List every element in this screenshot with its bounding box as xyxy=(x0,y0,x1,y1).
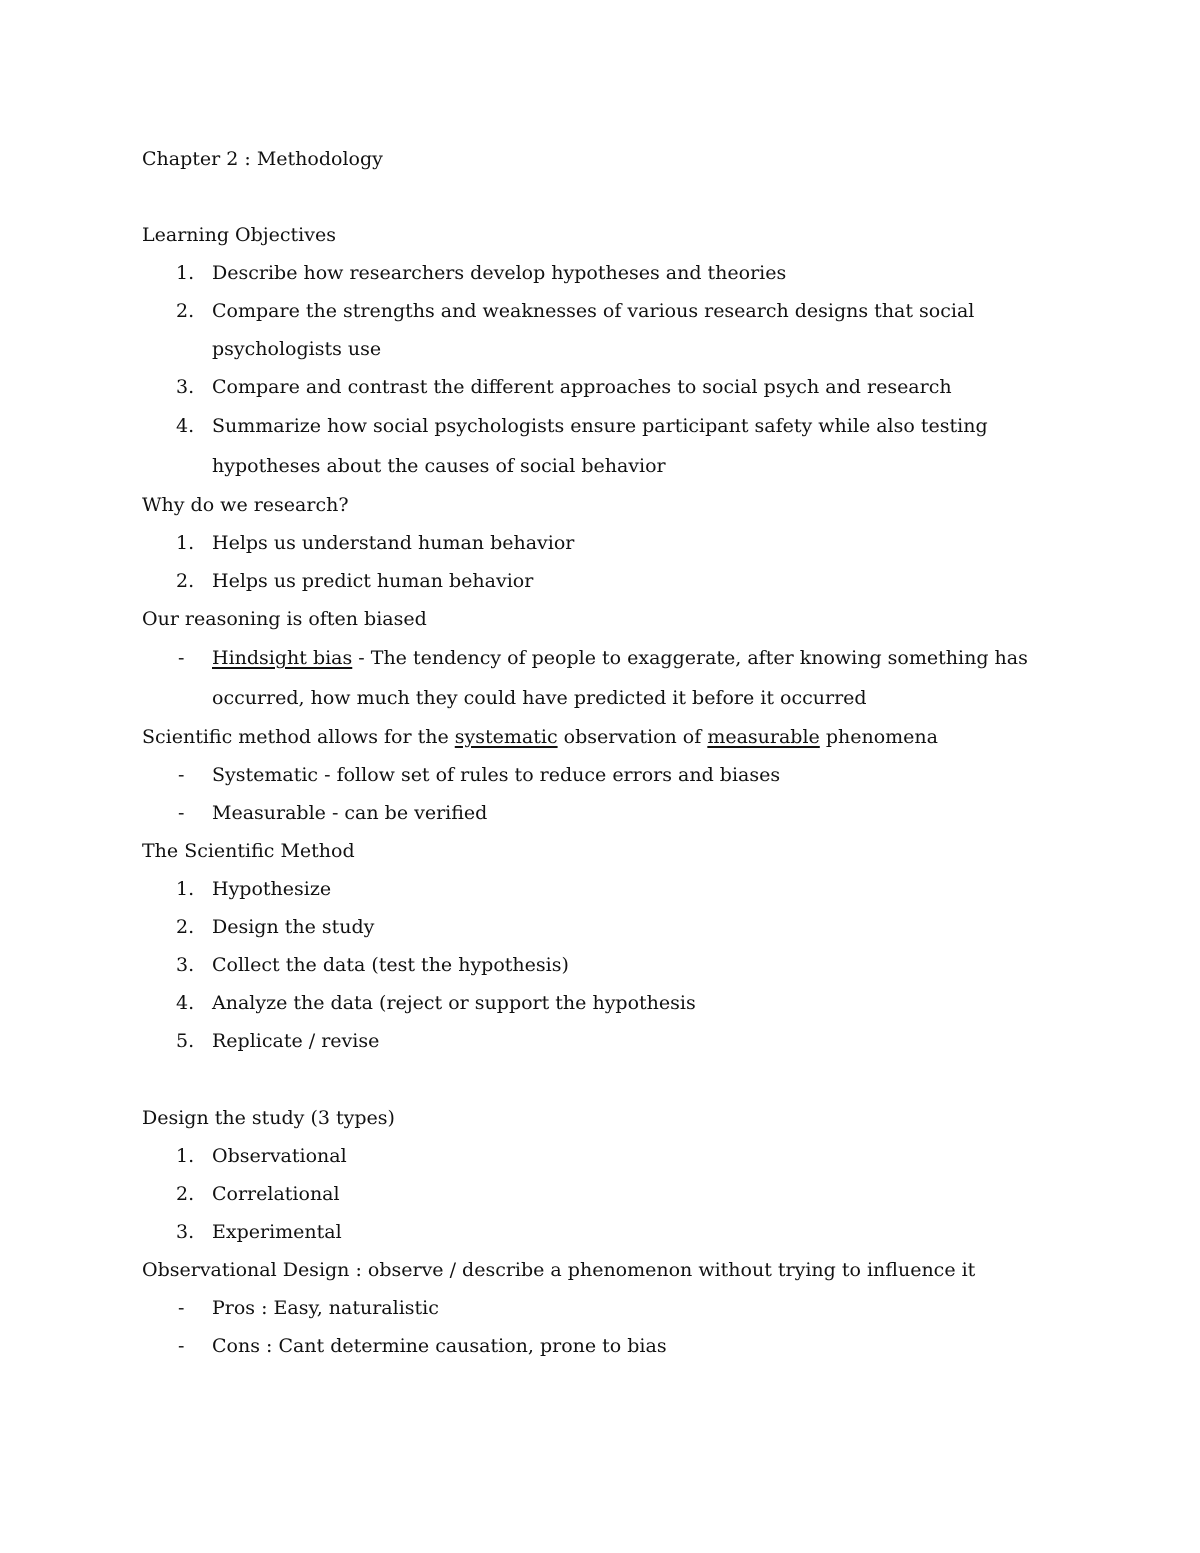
list-item xyxy=(142,1175,1072,1213)
reasoning-heading: Our reasoning is often biased xyxy=(142,608,427,630)
list-item xyxy=(142,562,1072,600)
intro-text: Scientific method allows for the xyxy=(142,726,455,748)
list-item xyxy=(142,1022,1072,1060)
observational-design-heading: Observational Design : observe / describe a phenomenon without trying to influence it xyxy=(142,1259,976,1281)
list-item xyxy=(142,1289,1072,1327)
definition-text: - The tendency of people to exaggerate, after knowing something has occurred, how much they could have predicted it before it occurred xyxy=(212,647,1028,709)
list-item-text: Analyze the data (reject or support the hypothesis xyxy=(212,992,696,1014)
list-item xyxy=(142,870,1072,908)
list-item-text: Cons : Cant determine causation, prone to bias xyxy=(212,1335,667,1357)
list-number: 4. xyxy=(176,992,195,1014)
list-item xyxy=(142,406,1072,486)
list-number: 5. xyxy=(176,1030,195,1052)
why-research-heading: Why do we research? xyxy=(142,494,349,516)
term-measurable: measurable xyxy=(707,726,820,748)
list-dash: - xyxy=(178,1297,185,1319)
list-item-text: Systematic - follow set of rules to reduce errors and biases xyxy=(212,764,781,786)
list-item-text: Helps us predict human behavior xyxy=(212,570,534,592)
list-number: 3. xyxy=(176,1221,195,1243)
list-number: 3. xyxy=(176,376,195,398)
intro-text: phenomena xyxy=(819,726,938,748)
intro-text: observation of xyxy=(557,726,708,748)
scientific-method-heading: The Scientific Method xyxy=(142,840,355,862)
list-item xyxy=(142,292,1072,368)
list-item-text: Pros : Easy, naturalistic xyxy=(212,1297,439,1319)
list-number: 2. xyxy=(176,570,195,592)
blank-line xyxy=(142,1060,1072,1099)
list-number: 1. xyxy=(176,1145,195,1167)
list-item xyxy=(142,1327,1072,1365)
learning-objectives-heading: Learning Objectives xyxy=(142,224,336,246)
list-number: 3. xyxy=(176,954,195,976)
list-item xyxy=(142,756,1072,794)
list-number: 2. xyxy=(176,916,195,938)
list-dash: - xyxy=(178,647,185,669)
list-item xyxy=(142,794,1072,832)
list-item xyxy=(142,368,1072,406)
design-study-heading: Design the study (3 types) xyxy=(142,1107,395,1129)
list-item-text: Experimental xyxy=(212,1221,342,1243)
list-item xyxy=(142,1137,1072,1175)
list-item xyxy=(142,524,1072,562)
list-item-text: Observational xyxy=(212,1145,347,1167)
list-dash: - xyxy=(178,1335,185,1357)
list-item xyxy=(142,908,1072,946)
list-item xyxy=(142,638,1072,718)
list-item-text: Design the study xyxy=(212,916,375,938)
list-item xyxy=(142,254,1072,292)
list-item-text: Collect the data (test the hypothesis) xyxy=(212,954,569,976)
list-dash: - xyxy=(178,764,185,786)
list-item-text: Compare and contrast the different approaches to social psych and research xyxy=(212,376,952,398)
document-page xyxy=(142,140,1072,1365)
list-dash: - xyxy=(178,802,185,824)
blank-line xyxy=(142,178,1072,216)
list-item-text: Describe how researchers develop hypotheses and theories xyxy=(212,262,787,284)
list-item-text xyxy=(212,638,1072,718)
term-systematic: systematic xyxy=(454,726,558,748)
list-item-text: Measurable - can be verified xyxy=(212,802,488,824)
list-item xyxy=(142,946,1072,984)
list-number: 1. xyxy=(176,878,195,900)
list-item-text: Hypothesize xyxy=(212,878,332,900)
list-item xyxy=(142,984,1072,1022)
term-hindsight-bias: Hindsight bias xyxy=(212,647,353,669)
list-item-text: Helps us understand human behavior xyxy=(212,532,575,554)
list-item-text: Compare the strengths and weaknesses of various research designs that social psychologists use xyxy=(212,300,975,360)
chapter-title: Chapter 2 : Methodology xyxy=(142,148,383,170)
list-number: 4. xyxy=(176,415,195,437)
scientific-method-intro xyxy=(142,718,1072,756)
list-item xyxy=(142,1213,1072,1251)
list-item-text: Correlational xyxy=(212,1183,340,1205)
list-number: 2. xyxy=(176,1183,195,1205)
list-number: 1. xyxy=(176,262,195,284)
list-number: 2. xyxy=(176,300,195,322)
list-item-text: Summarize how social psychologists ensure participant safety while also testing hypotheses about the causes of social behavior xyxy=(212,415,988,477)
list-item-text: Replicate / revise xyxy=(212,1030,380,1052)
list-number: 1. xyxy=(176,532,195,554)
